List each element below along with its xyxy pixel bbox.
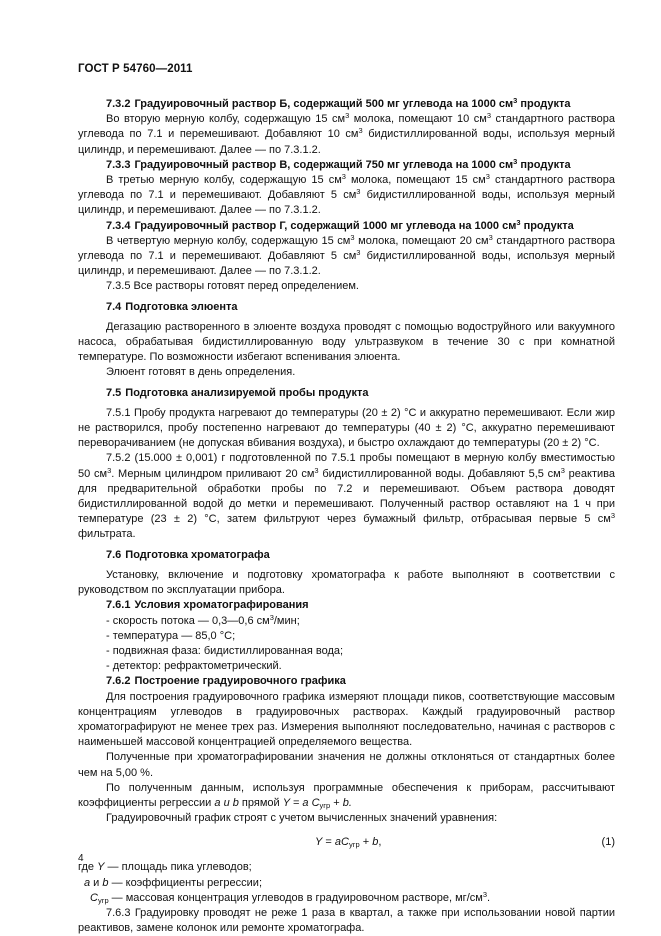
formula-1 [78, 835, 615, 851]
section-heading-7-6: 7.6 Подготовка хроматографа [106, 548, 270, 561]
paragraph-7-6-2-1: Для построения градуировочного графика измеряют площади пиков, соответствующие массовым концентрациям углеводов в градуировочных растворах. Каждый градуировочный раствор хроматографируют не менее трех раз. Измерения выполняют последовательно, начиная с растворов с наименьшей массовой концентрацией определяемого вещества. [78, 690, 615, 749]
section-number: 7.6.1 [106, 599, 131, 612]
paragraph-7-3-4: В четвертую мерную колбу, содержащую 15 $см^3$ молока, помещают 20 $см^3$ стандартного раствора углевода по 7.1 и перемешивают. Добавляют 5 $см^3$ бидистиллированной воды, используя мерный цилиндр, и перемешивают. Далее — по 7.3.1.2. [78, 232, 615, 278]
paragraph-7-6-2-4: Градуировочный график строят с учетом вычисленных значений уравнения: [106, 812, 498, 825]
document-body [78, 97, 615, 936]
paragraph-7-5-2: 7.5.2 (15.000 ± 0,001) г подготовленной по 7.5.1 пробы помещают в мерную колбу вместимостью 50 $см^3$. Мерным цилиндром приливают 20 $см^3$ бидистиллированной воды. Добавляют 5,5 $см^3$ реактива для предварительной обработки пробы по 7.2 и перемешивают. Объем раствора доводят бидистиллированной водой до метки и перемешивают. Полученный раствор оставляют на 1 ч при температуре (23 ± 2) °С, затем фильтруют через бумажный фильтр, отбрасывая первые 5 $см^3$ фильтрата. [78, 452, 615, 541]
where-C: $C_{угр}$ — массовая концентрация углеводов в градуировочном растворе, $мг/см^3$. [90, 889, 491, 905]
paragraph-7-4-2: Элюент готовят в день определения. [106, 366, 296, 379]
section-heading-7-3-4: 7.3.4 Градуировочный раствор Г, содержащий 1000 мг углевода на 1000 $см^3$ продукта [106, 217, 574, 232]
paragraph-7-3-2: Во вторую мерную колбу, содержащую 15 $см^3$ молока, помещают 10 $см^3$ стандартного раствора углевода по 7.1 и перемешивают. Добавляют 10 $см^3$ бидистиллированной воды, используя мерный цилиндр, и перемешивают. Далее — по 7.3.1.2. [78, 111, 615, 156]
where-Y: где Y — площадь пика углеводов; [78, 861, 252, 874]
paragraph-7-3-5: 7.3.5 Все растворы готовят перед определением. [106, 280, 359, 293]
section-heading-7-3-3: 7.3.3 Градуировочный раствор В, содержащий 750 мг углевода на 1000 $см^3$ продукта [106, 156, 571, 171]
formula-number: (1) [601, 836, 615, 849]
where-a-b: a и b — коэффициенты регрессии; [84, 876, 263, 889]
paragraph-7-6-2-3: По полученным данным, используя программные обеспечения к приборам, рассчитывают коэффициенты регрессии a и b прямой Y = a $C_{угр} + b$. [78, 781, 615, 810]
section-number: 7.3.3 [106, 158, 131, 171]
section-heading-7-6-1: 7.6.1 Условия хроматографирования [106, 599, 309, 612]
list-item-flow-rate: - скорость потока — 0,3—0,6 $см^3$/мин; [106, 612, 300, 627]
document-header: ГОСТ Р 54760—2011 [78, 63, 193, 75]
paragraph-7-4-1: Дегазацию растворенного в элюенте воздуха проводят с помощью водоструйного или вакуумного насоса, обрабатывая бидистиллированную воду ультразвуком в течение 30 с при комнатной температуре. По возможности избегают вспенивания элюента. [78, 320, 615, 364]
section-number: 7.6.2 [106, 675, 131, 688]
section-heading-7-4: 7.4 Подготовка элюента [106, 300, 238, 313]
paragraph-7-5-1: 7.5.1 Пробу продукта нагревают до температуры (20 ± 2) °С и аккуратно перемешивают. Если жир не растворился, пробу постепенно нагревают до температуры (40 ± 2) °С, аккуратно перемешивают переворачиванием (не допуская вбивания воздуха), и быстро охлаждают до температуры (20 ± 2) °С. [78, 406, 615, 450]
section-heading-7-6-2: 7.6.2 Построение градуировочного графика [106, 675, 346, 688]
paragraph-7-6: Установку, включение и подготовку хроматографа к работе выполняют в соответствии с руководством по эксплуатации прибора. [78, 568, 615, 597]
section-heading-7-3-2: 7.3.2 Градуировочный раствор Б, содержащий 500 мг углевода на 1000 $см^3$ продукта [106, 96, 571, 110]
list-item-mobile-phase: - подвижная фаза: бидистиллированная вода; [106, 644, 344, 657]
list-item-detector: - детектор: рефрактометрический. [106, 660, 282, 673]
paragraph-7-6-2-2: Полученные при хроматографировании значения не должны отклоняться от стандартных более чем на 5,00 %. [78, 751, 615, 779]
list-item-temperature: - температура — 85,0 °С; [106, 629, 236, 642]
paragraph-7-6-3: 7.6.3 Градуировку проводят не реже 1 раза в квартал, а также при использовании новой партии реактивов, замене колонок или ремонте хроматографа. [78, 906, 615, 935]
formula-expression: $Y = aC_{угр} + b$, [315, 836, 382, 850]
paragraph-7-3-3: В третью мерную колбу, содержащую 15 $см^3$ молока, помещают 15 $см^3$ стандартного раствора углевода по 7.1 и перемешивают. Добавляют 5 $см^3$ бидистиллированной воды, используя мерный цилиндр, и перемешивают. Далее — по 7.3.1.2. [78, 172, 615, 217]
section-number: 7.3.4 [106, 219, 131, 232]
section-number: 7.5 [106, 386, 122, 399]
section-number: 7.4 [106, 300, 122, 313]
section-heading-7-5: 7.5 Подготовка анализируемой пробы продукта [106, 386, 369, 399]
section-number: 7.3.2 [106, 98, 131, 110]
section-number: 7.6 [106, 548, 122, 561]
page-number: 4 [78, 853, 84, 864]
